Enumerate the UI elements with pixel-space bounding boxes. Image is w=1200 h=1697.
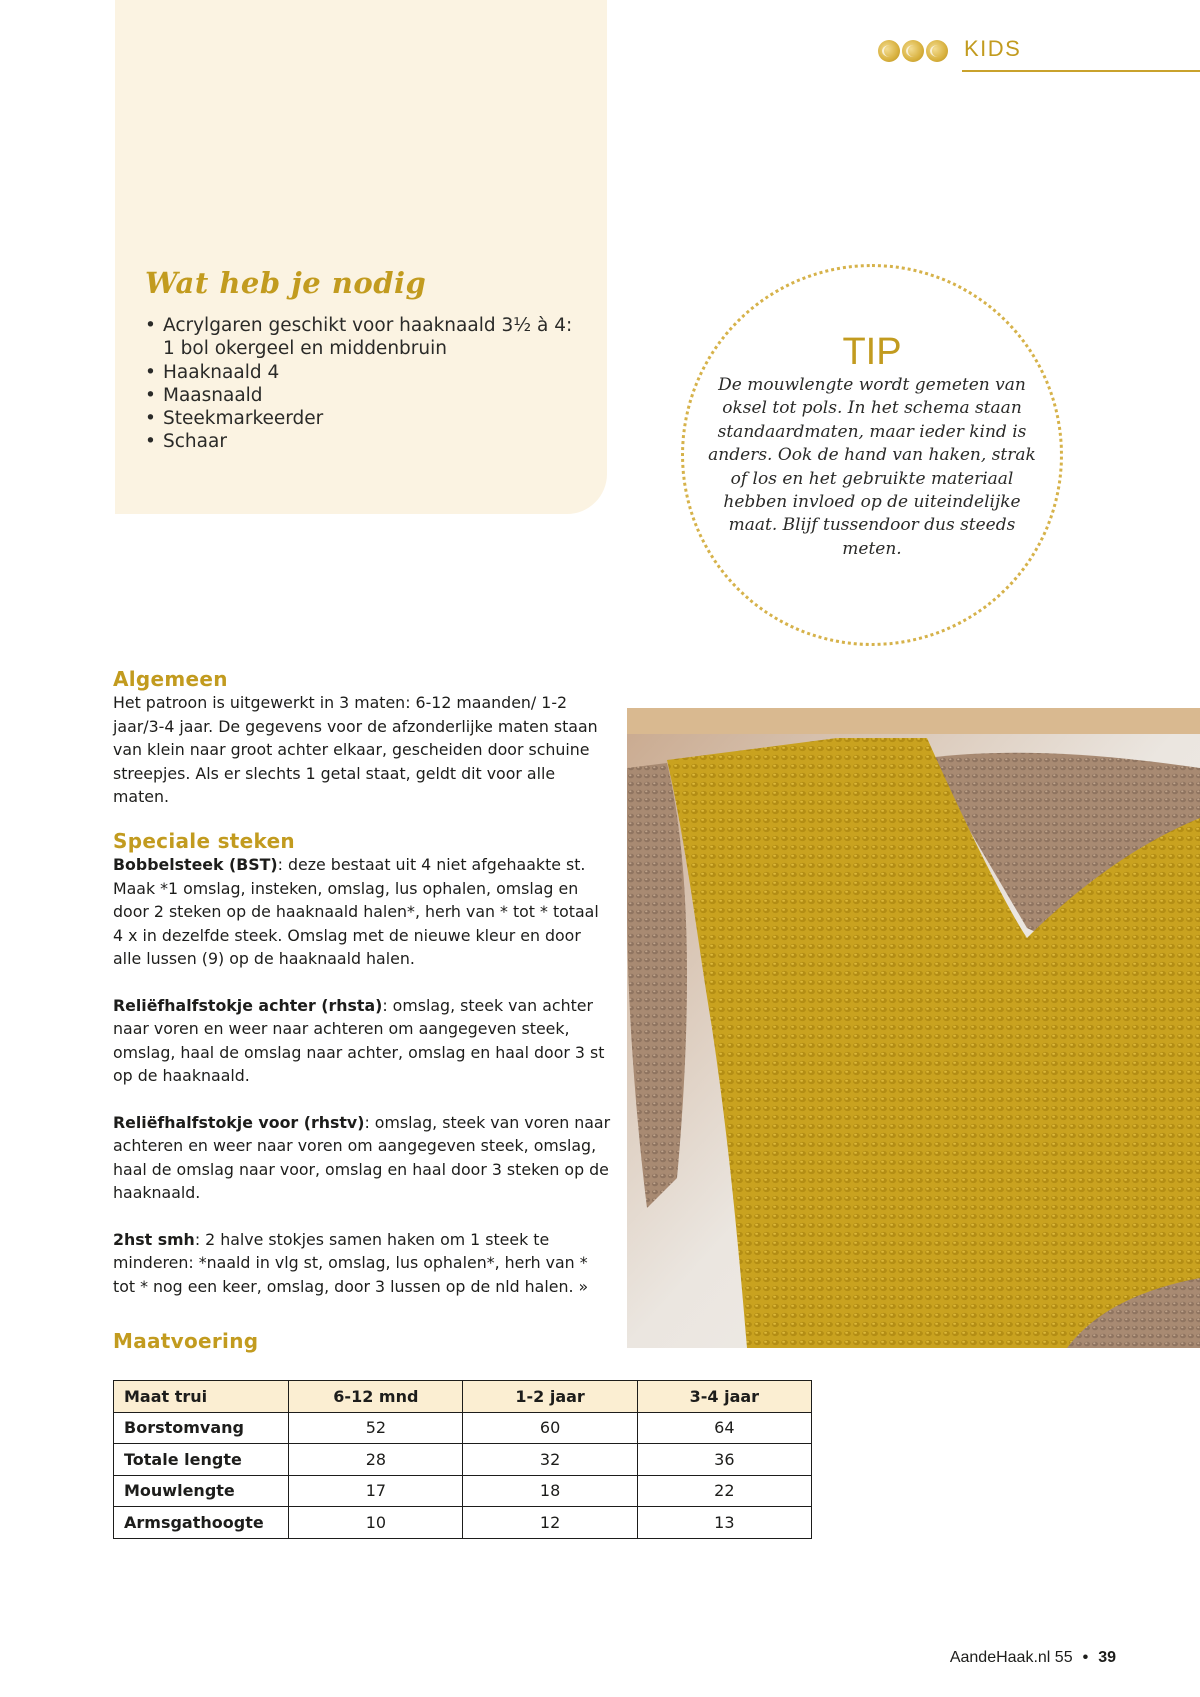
page-footer xyxy=(950,1649,1116,1667)
stitch-entry xyxy=(113,1111,613,1205)
stitch-term: Reliëfhalfstokje voor (rhstv) xyxy=(113,1112,365,1132)
stitch-text: : deze bestaat uit 4 niet afgehaakte st. Maak *1 omslag, insteken, omslag, lus ophalen, omslag en door 2 steken op de haaknaald halen*, herh van * tot * totaal 4 x in dezelfde steek. Omslag met de nieuwe kleur en door alle lussen (9) op de haaknaald halen. xyxy=(113,855,599,969)
footer-separator: • xyxy=(1082,1649,1089,1666)
row-label: Borstomvang xyxy=(114,1412,289,1444)
speciale-heading: Speciale steken xyxy=(113,829,295,853)
algemeen-heading: Algemeen xyxy=(113,667,228,691)
algemeen-text: Het patroon is uitgewerkt in 3 maten: 6-12 maanden/ 1-2 jaar/3-4 jaar. De gegevens voor de afzonderlijke maten staan van klein naar groot achter elkaar, gescheiden door schuine streepjes. Als er slechts 1 getal staat, geldt dit voor alle maten. xyxy=(113,693,598,807)
table-cell: 12 xyxy=(463,1507,637,1539)
table-cell: 22 xyxy=(637,1475,811,1507)
speciale-section xyxy=(113,830,613,1298)
table-cell: 52 xyxy=(289,1412,463,1444)
algemeen-section xyxy=(113,668,613,808)
maatvoering-section xyxy=(113,1330,613,1353)
column-header: Maat trui xyxy=(114,1381,289,1413)
materials-list xyxy=(145,314,585,454)
table-row xyxy=(114,1444,812,1476)
table-cell: 32 xyxy=(463,1444,637,1476)
sweater-photo xyxy=(627,708,1200,1348)
column-header: 1-2 jaar xyxy=(463,1381,637,1413)
table-cell: 60 xyxy=(463,1412,637,1444)
table-cell: 17 xyxy=(289,1475,463,1507)
table-row xyxy=(114,1507,812,1539)
list-item: • Schaar xyxy=(145,430,585,453)
table-row xyxy=(114,1412,812,1444)
stitch-text: : omslag, steek van voren naar achteren en weer naar voren om aangegeven steek, omslag, haal de omslag naar voor, omslag en haal door 3 steken op de haaknaald. xyxy=(113,1112,611,1203)
size-table xyxy=(113,1380,812,1539)
stitch-entry xyxy=(113,1228,613,1298)
row-label: Armsgathoogte xyxy=(114,1507,289,1539)
maatvoering-heading: Maatvoering xyxy=(113,1329,259,1353)
stitch-term: Reliëfhalfstokje achter (rhsta) xyxy=(113,995,383,1015)
section-header xyxy=(878,36,1200,76)
sweater-illustration xyxy=(627,708,1200,1348)
table-header-row xyxy=(114,1381,812,1413)
stitch-text: : omslag, steek van achter naar voren en weer naar achteren om aangegeven steek, omslag, haal de omslag naar achter, omslag en haal door 3 st op de haaknaald. xyxy=(113,995,605,1086)
list-item: • Acrylgaren geschikt voor haaknaald 3½ à 4: 1 bol okergeel en middenbruin xyxy=(145,314,585,361)
section-label: KIDS xyxy=(964,36,1022,61)
table-cell: 28 xyxy=(289,1444,463,1476)
stitch-term: 2hst smh xyxy=(113,1229,195,1249)
column-header: 6-12 mnd xyxy=(289,1381,463,1413)
row-label: Mouwlengte xyxy=(114,1475,289,1507)
list-item: • Steekmarkeerder xyxy=(145,407,585,430)
table-cell: 13 xyxy=(637,1507,811,1539)
row-label: Totale lengte xyxy=(114,1444,289,1476)
table-cell: 10 xyxy=(289,1507,463,1539)
tip-title: TIP xyxy=(842,331,902,373)
stitch-entry xyxy=(113,994,613,1088)
table-cell: 18 xyxy=(463,1475,637,1507)
stitch-text: : 2 halve stokjes samen haken om 1 steek te minderen: *naald in vlg st, omslag, lus ophalen*, herh van * tot * nog een keer, omslag, door 3 lussen op de nld halen. » xyxy=(113,1229,589,1296)
header-rule xyxy=(962,70,1200,72)
stitch-entry xyxy=(113,853,613,970)
table-row xyxy=(114,1475,812,1507)
publication-name: AandeHaak.nl 55 xyxy=(949,1649,1073,1666)
materials-title: Wat heb je nodig xyxy=(145,266,427,300)
table-cell: 36 xyxy=(637,1444,811,1476)
table-cell: 64 xyxy=(637,1412,811,1444)
list-item: • Maasnaald xyxy=(145,384,585,407)
list-item: • Haaknaald 4 xyxy=(145,361,585,384)
tip-text: De mouwlengte wordt gemeten van oksel tot pols. In het schema staan standaardmaten, maar ieder kind is anders. Ook de hand van haken, strak of los en het gebruikte materiaal hebben invloed op de uiteindelijke maat. Blijf tussendoor dus steeds meten. xyxy=(708,375,1036,559)
stitch-term: Bobbelsteek (BST) xyxy=(113,855,278,875)
yarn-balls-icon xyxy=(878,40,954,64)
column-header: 3-4 jaar xyxy=(637,1381,811,1413)
page-number: 39 xyxy=(1098,1649,1116,1666)
